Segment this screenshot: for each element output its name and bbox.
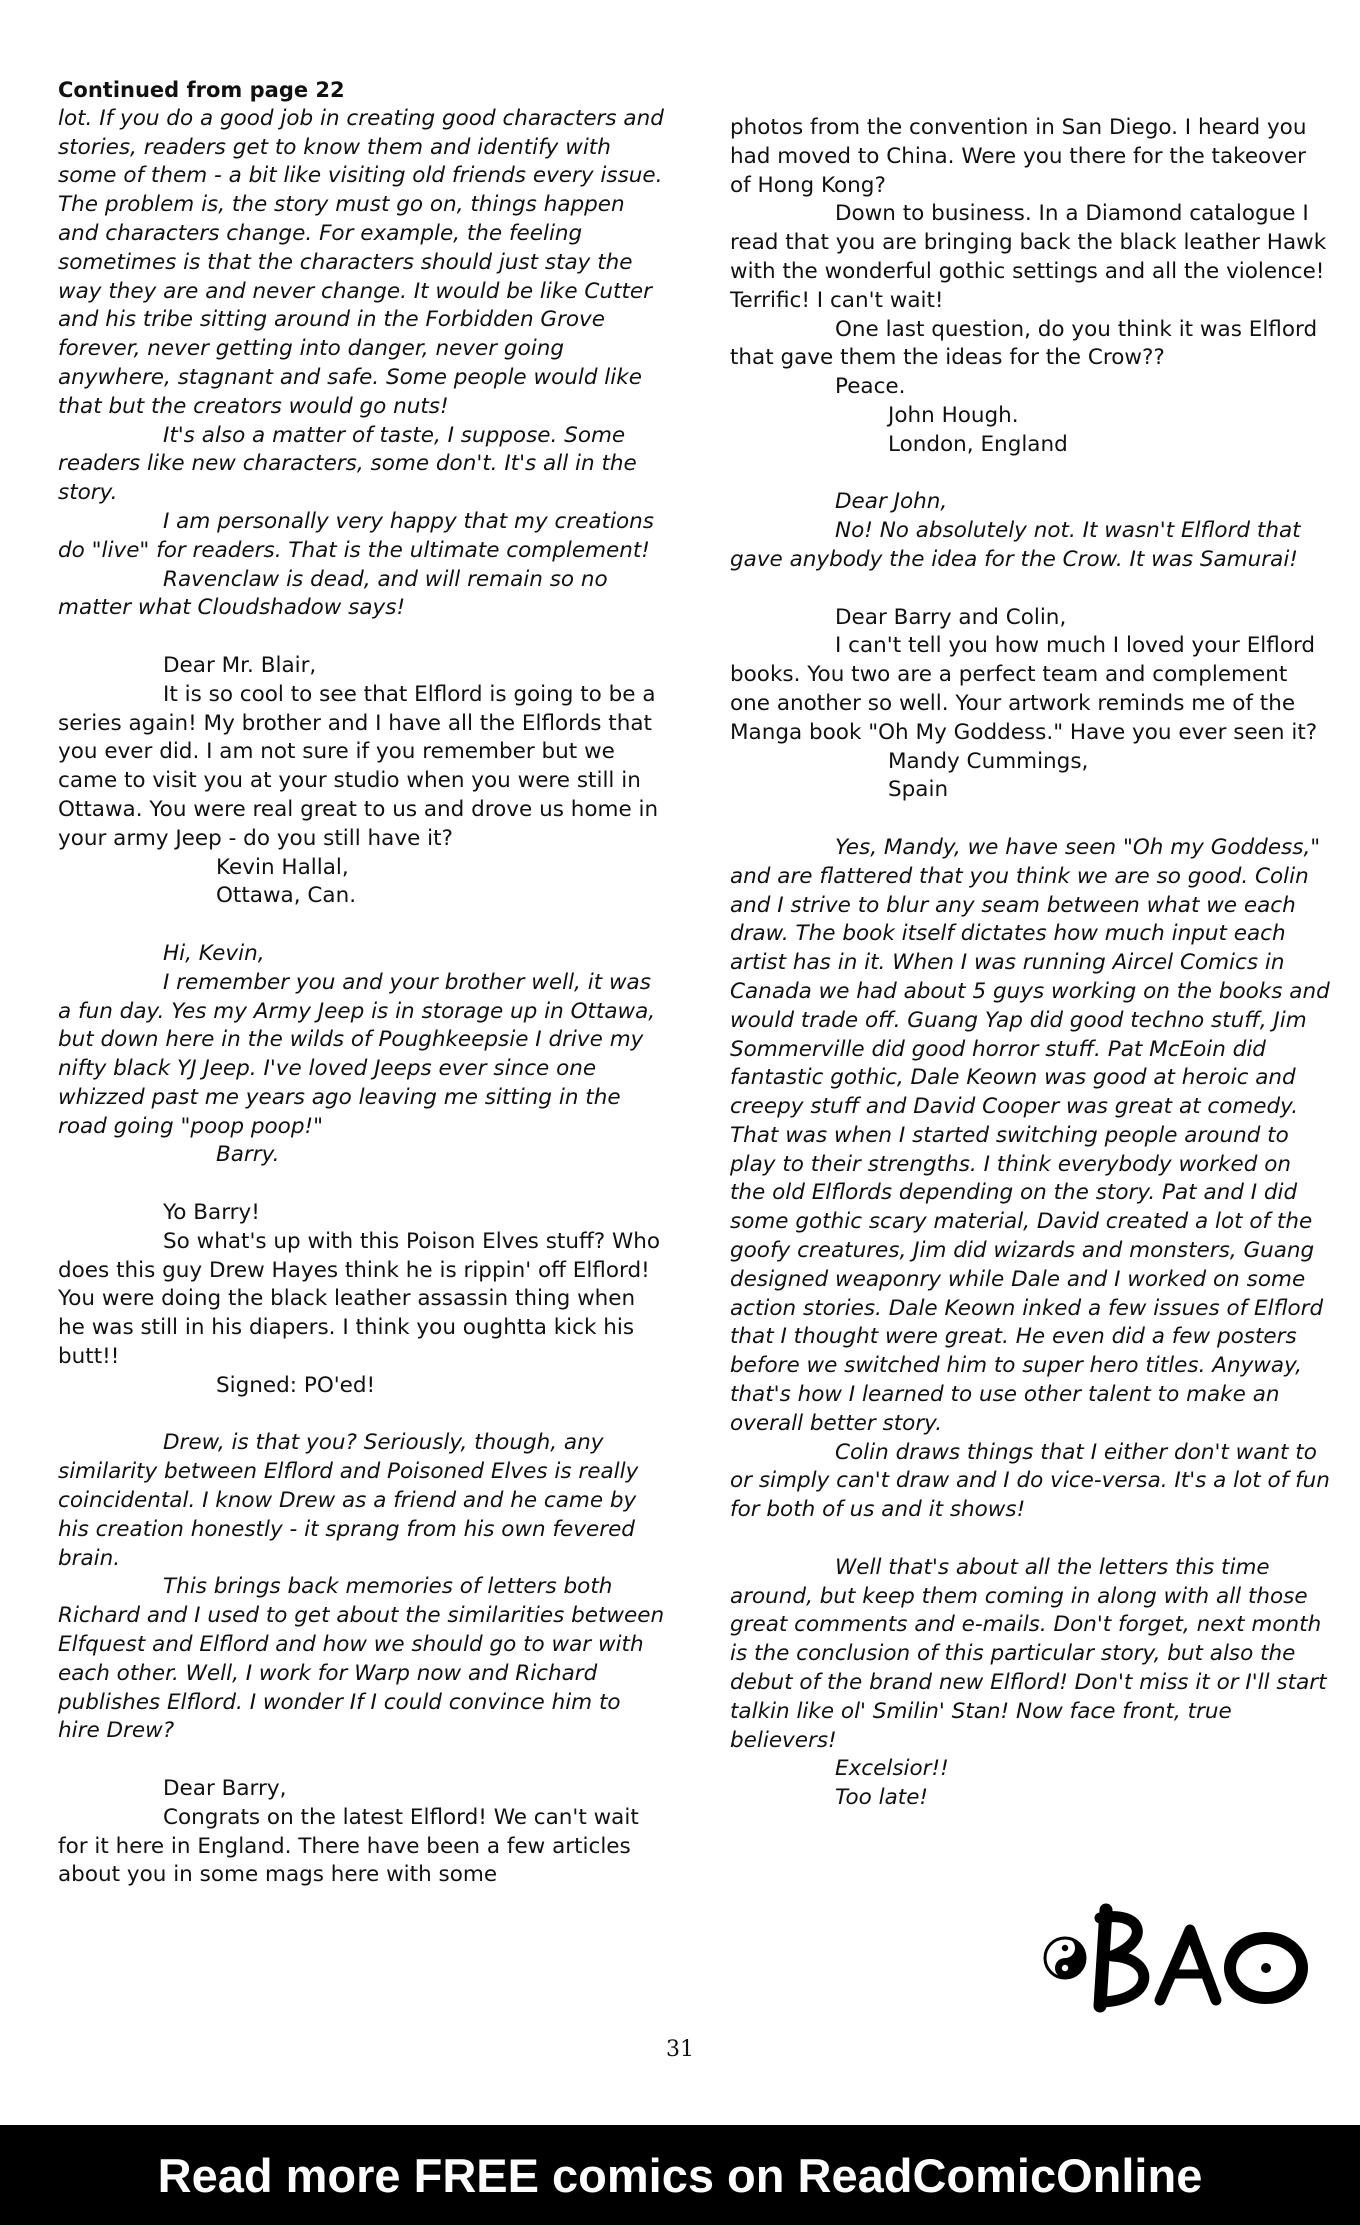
left-paragraph: lot. If you do a good job in creating good characters and stories, readers get to know them and identify with some of them - a bit like visiting old friends every issue. The problem is, the story must go on, things happen and characters change. For example, the feeling sometimes is that the characters should just stay the way they are and never change. It would be like Cutter and his tribe sitting around in the Forbidden Grove forever, never getting into danger, never going anywhere, stagnant and safe. Some people would like that but the creators would go nuts! [58, 105, 664, 419]
right-signature: Spain [888, 777, 949, 803]
right-paragraph: Colin draws things that I either don't want to or simply can't draw and I do vice-versa. It's a lot of fun for both of us and it shows! [730, 1439, 1330, 1523]
left-column [58, 76, 668, 1890]
right-signature: London, England [888, 431, 1068, 457]
right-spacer [730, 575, 1330, 604]
right-spacer [730, 1525, 1330, 1554]
left-paragraph: I remember you and your brother well, it was a fun day. Yes my Army Jeep is in storage up in Ottawa, but down here in the wilds of Poughkeepsie I drive my nifty black YJ Jeep. I've loved Jeeps ever since one whizzed past me years ago leaving me sitting in the road going "poop poop!" [58, 969, 656, 1139]
bao-brush-letters [1100, 1910, 1302, 2006]
banner-text[interactable]: Read more FREE comics on ReadComicOnline [157, 2148, 1203, 2202]
right-paragraph: Well that's about all the letters this time around, but keep them coming in along with all those great comments and e-mails. Don't forget, next month is the conclusion of this particular story, but also the debut of the brand new Elflord! Don't miss it or I'll start talkin like ol' Smilin' Stan! Now face front, true believers! [730, 1554, 1327, 1753]
right-paragraph: I can't tell you how much I loved your Elflord books. You two are a perfect team and complement one another so well. Your artwork reminds me of the Manga book "Oh My Goddess." Have you ever seen it? [730, 633, 1318, 745]
left-paragraph: It's also a matter of taste, I suppose. Some readers like new characters, some don't. It's all in the story. [58, 422, 637, 506]
right-salutation: Dear Barry and Colin, [835, 604, 1067, 630]
left-paragraph: So what's up with this Poison Elves stuff? Who does this guy Drew Hayes think he is rippin' off Elflord! You were doing the black leather assassin thing when he was still in his diapers. I think you oughtta kick his butt!! [58, 1228, 661, 1370]
right-salutation: Dear John, [835, 489, 948, 515]
bao-signature-logo [1040, 1900, 1320, 2020]
left-signature: Signed: PO'ed! [216, 1372, 376, 1398]
continued-heading: Continued from page 22 [58, 78, 345, 102]
left-spacer [58, 1746, 668, 1775]
left-salutation: Dear Mr. Blair, [163, 652, 317, 678]
yin-yang-icon [1045, 1938, 1085, 1978]
left-signature: Kevin Hallal, [216, 854, 349, 880]
left-spacer [58, 911, 668, 940]
left-paragraph: Congrats on the latest Elflord! We can't wait for it here in England. There have been a few articles about you in some mags here with some [58, 1804, 639, 1888]
page-number: 31 [666, 2037, 694, 2062]
right-column [730, 114, 1330, 1813]
bao-logo-svg [1040, 1900, 1320, 2020]
right-paragraph: One last question, do you think it was Elflord that gave them the ideas for the Crow?? [730, 316, 1318, 371]
readcomiconline-banner[interactable] [0, 2125, 1360, 2225]
left-paragraph: This brings back memories of letters both Richard and I used to get about the similarities between Elfquest and Elflord and how we should go to war with each other. Well, I work for Warp now and Richard publishes Elflord. I wonder If I could convince him to hire Drew? [58, 1574, 665, 1744]
left-salutation: Hi, Kevin, [163, 940, 265, 966]
right-paragraph: No! No absolutely not. It wasn't Elflord that gave anybody the idea for the Crow. It was Samurai! [730, 518, 1301, 572]
left-spacer [58, 623, 668, 652]
left-paragraph: I am personally very happy that my creations do "live" for readers. That is the ultimate complement! [58, 508, 654, 563]
left-spacer [58, 1401, 668, 1430]
right-spacer [730, 805, 1330, 834]
left-signature: Barry. [216, 1142, 280, 1168]
left-salutation: Yo Barry! [163, 1200, 260, 1226]
right-salutation: Excelsior!! [835, 1756, 949, 1782]
left-spacer [58, 1170, 668, 1199]
left-salutation: Dear Barry, [163, 1776, 287, 1802]
left-paragraph: Ravenclaw is dead, and will remain so no matter what Cloudshadow says! [58, 566, 608, 621]
right-paragraph: Down to business. In a Diamond catalogue I read that you are bringing back the black leather Hawk with the wonderful gothic settings and all the violence! Terrific! I can't wait! [730, 201, 1327, 313]
left-column-paragraphs [58, 105, 668, 1890]
left-paragraph: It is so cool to see that Elflord is going to be a series again! My brother and I have all the Elflords that you ever did. I am not sure if you remember but we came to visit you at your studio when you were still in Ottawa. You were real great to us and drove us home in your army Jeep - do you still have it? [58, 681, 659, 851]
right-salutation: Peace. [835, 374, 906, 400]
right-signature: Mandy Cummings, [888, 748, 1089, 774]
right-paragraph: Yes, Mandy, we have seen "Oh my Goddess," and are flattered that you think we are so good. Colin and I strive to blur any seam between what we each draw. The book itself dictates how much input each artist has in it. When I was running Aircel Comics in Canada we had about 5 guys working on the books and would trade off. Guang Yap did good techno stuff, Jim Sommerville did good horror stuff. Pat McEoin did fantastic gothic, Dale Keown was good at heroic and creepy stuff and David Cooper was great at comedy. That was when I started switching people around to play to their strengths. I think everybody worked on the old Elflords depending on the story. Pat and I did some gothic scary material, David created a lot of the goofy creatures, Jim did wizards and monsters, Guang designed weaponry while Dale and I worked on some action stories. Dale Keown inked a few issues of Elflord that I thought were great. He even did a few posters before we switched him to super hero titles. Anyway, that's how I learned to use other talent to make an overall better story. [730, 834, 1330, 1436]
right-paragraph: photos from the convention in San Diego. I heard you had moved to China. Were you there for the takeover of Hong Kong? [730, 115, 1307, 198]
left-signature: Ottawa, Can. [216, 883, 357, 909]
left-paragraph: Drew, is that you? Seriously, though, any similarity between Elflord and Poisoned Elves is really coincidental. I know Drew as a friend and he came by his creation honestly - it sprang from his own fevered brain. [58, 1430, 639, 1571]
right-spacer [730, 460, 1330, 489]
right-signature: John Hough. [888, 402, 1019, 428]
right-column-paragraphs [730, 114, 1330, 1813]
right-salutation: Too late! [835, 1785, 929, 1811]
